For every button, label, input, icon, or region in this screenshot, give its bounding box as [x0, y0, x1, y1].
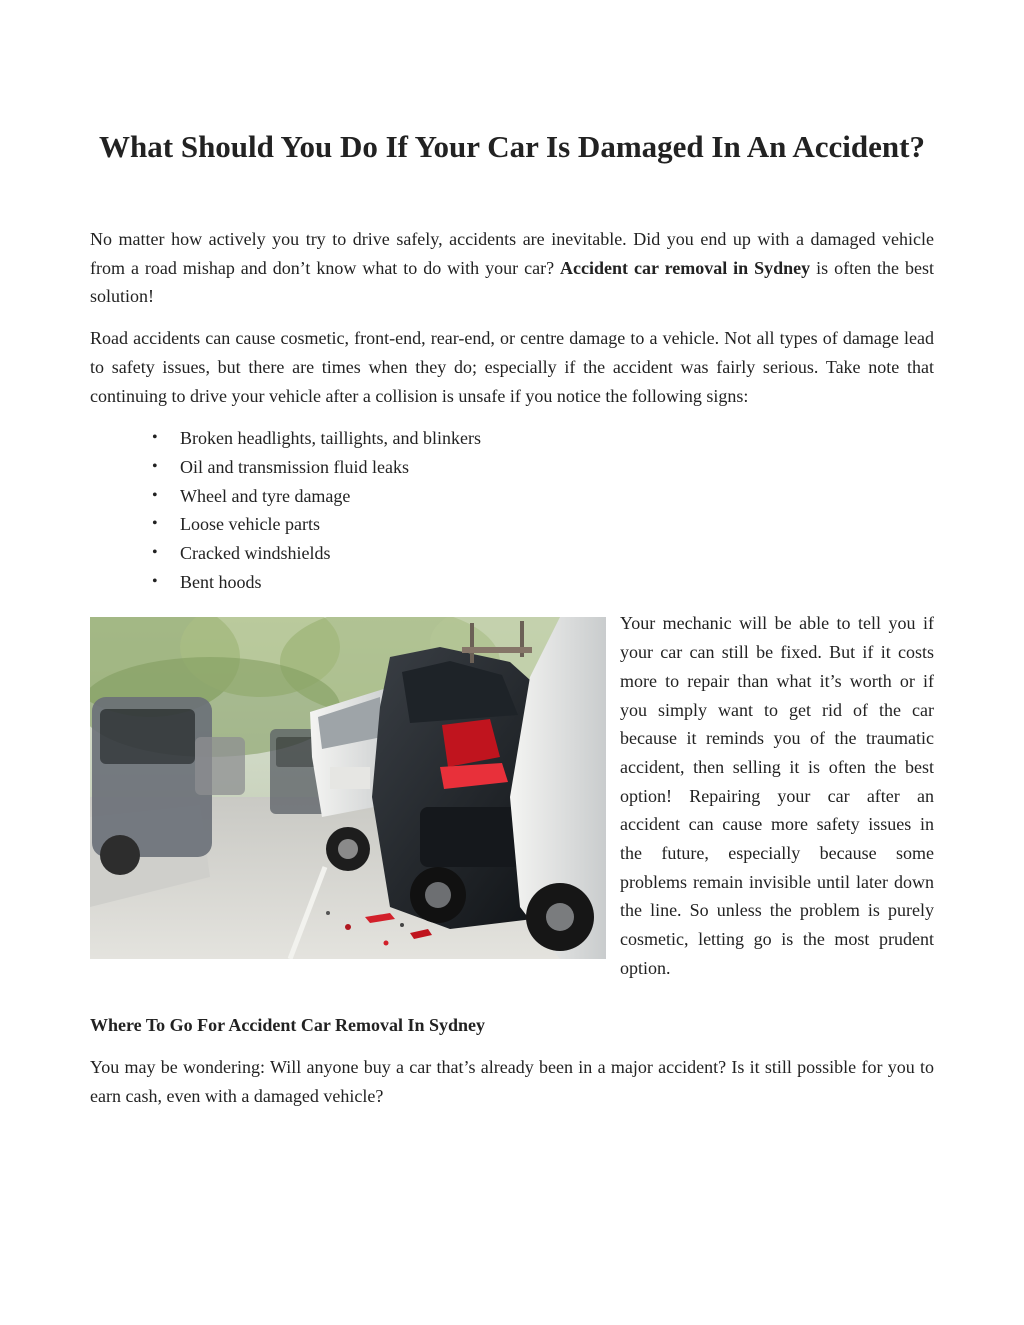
list-item: • Loose vehicle parts — [90, 510, 934, 539]
bullet-icon: • — [152, 429, 158, 447]
mechanic-paragraph: Your mechanic will be able to tell you if your car can still be fixed. But if it costs more to repair than what it’s worth or if you simply want to get rid of the car because it reminds you of the traumatic accident, then selling it is often the best option! Repairing your car after an accident can cause more safety issues in the future, especially because some problems remain invisible until later down the line. So unless the problem is purely cosmetic, letting go is the most prudent option. — [620, 613, 934, 978]
bullet-icon: • — [152, 544, 158, 562]
bullet-icon: • — [152, 572, 158, 590]
accident-car-removal-link: Accident car removal in Sydney — [560, 257, 811, 278]
bullet-icon: • — [152, 515, 158, 533]
intro-text-after: is often the best solution! — [90, 257, 934, 307]
bullet-icon: • — [152, 486, 158, 504]
document-page — [90, 0, 934, 1110]
section-subheading: Where To Go For Accident Car Removal In Sydney — [90, 1015, 486, 1036]
bullet-icon: • — [152, 457, 158, 475]
warning-signs-list — [90, 424, 934, 596]
list-item: • Oil and transmission fluid leaks — [90, 453, 934, 482]
list-item: • Broken headlights, taillights, and blinkers — [90, 424, 934, 453]
intro-paragraph — [90, 225, 934, 311]
car-accident-photo — [90, 617, 606, 959]
intro-text-before: No matter how actively you try to drive safely, accidents are inevitable. Did you end up with a damaged vehicle from a road mishap and don’t know what to do with your car? — [90, 229, 934, 278]
list-item: • Wheel and tyre damage — [90, 482, 934, 511]
list-item: • Cracked windshields — [90, 539, 934, 568]
paragraph-spacer — [90, 983, 934, 1012]
list-item: • Bent hoods — [90, 568, 934, 597]
damage-paragraph: Road accidents can cause cosmetic, front-end, rear-end, or centre damage to a vehicle. Not all types of damage lead to safety issues, but there are times when they do; especially if the accident was fairly serious. Take note that continuing to drive your vehicle after a collision is unsafe if you notice the following signs: — [90, 328, 934, 406]
article-title: What Should You Do If Your Car Is Damaged In An Accident? — [99, 129, 925, 164]
closing-paragraph: You may be wondering: Will anyone buy a car that’s already been in a major accident? Is it still possible for you to earn cash, even with a damaged vehicle? — [90, 1056, 934, 1106]
mechanic-section — [90, 609, 934, 1040]
